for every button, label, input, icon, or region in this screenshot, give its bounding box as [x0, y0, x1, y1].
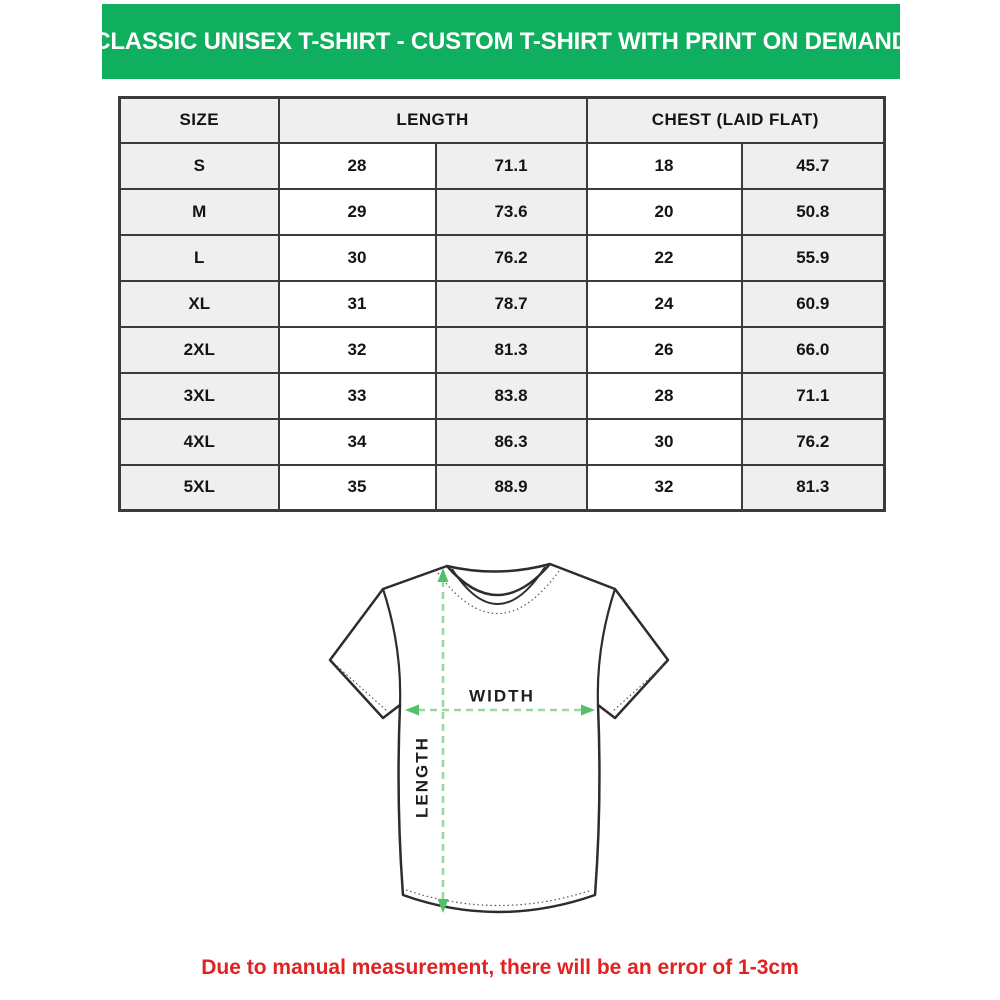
chest-cm-cell: 71.1 — [742, 373, 885, 419]
chest-in-cell: 28 — [587, 373, 742, 419]
length-label: LENGTH — [412, 736, 432, 818]
chest-in-cell: 18 — [587, 143, 742, 189]
table-row — [120, 281, 885, 327]
column-header-size: SIZE — [120, 98, 279, 143]
length-cm-cell: 71.1 — [436, 143, 587, 189]
chest-cm-cell: 55.9 — [742, 235, 885, 281]
size-cell: 2XL — [120, 327, 279, 373]
chest-cm-cell: 60.9 — [742, 281, 885, 327]
chest-in-cell: 22 — [587, 235, 742, 281]
title-banner — [93, 4, 909, 79]
length-cm-cell: 78.7 — [436, 281, 587, 327]
table-row — [120, 419, 885, 465]
chest-cm-cell: 66.0 — [742, 327, 885, 373]
length-cm-cell: 81.3 — [436, 327, 587, 373]
length-in-cell: 34 — [279, 419, 436, 465]
length-in-cell: 30 — [279, 235, 436, 281]
width-label: WIDTH — [469, 686, 535, 706]
length-in-cell: 29 — [279, 189, 436, 235]
length-in-cell: 35 — [279, 465, 436, 511]
table-row — [120, 327, 885, 373]
size-cell: 3XL — [120, 373, 279, 419]
chest-in-cell: 30 — [587, 419, 742, 465]
size-cell: M — [120, 189, 279, 235]
tshirt-diagram — [326, 552, 674, 932]
page-title: CLASSIC UNISEX T-SHIRT - CUSTOM T-SHIRT WITH PRINT ON DEMAND — [93, 27, 909, 55]
length-cm-cell: 86.3 — [436, 419, 587, 465]
chest-cm-cell: 50.8 — [742, 189, 885, 235]
column-header-length: LENGTH — [279, 98, 587, 143]
length-cm-cell: 88.9 — [436, 465, 587, 511]
chest-in-cell: 20 — [587, 189, 742, 235]
length-in-cell: 31 — [279, 281, 436, 327]
chest-in-cell: 32 — [587, 465, 742, 511]
length-cm-cell: 76.2 — [436, 235, 587, 281]
table-row — [120, 143, 885, 189]
chest-cm-cell: 76.2 — [742, 419, 885, 465]
table-row — [120, 235, 885, 281]
length-cm-cell: 83.8 — [436, 373, 587, 419]
size-cell: L — [120, 235, 279, 281]
chest-cm-cell: 45.7 — [742, 143, 885, 189]
tshirt-outline — [330, 564, 668, 912]
chest-in-cell: 24 — [587, 281, 742, 327]
table-row — [120, 189, 885, 235]
size-cell: 5XL — [120, 465, 279, 511]
length-in-cell: 33 — [279, 373, 436, 419]
column-header-chest: CHEST (LAID FLAT) — [587, 98, 885, 143]
header-row — [120, 98, 885, 143]
table-row — [120, 373, 885, 419]
size-cell: S — [120, 143, 279, 189]
length-in-cell: 32 — [279, 327, 436, 373]
length-in-cell: 28 — [279, 143, 436, 189]
length-cm-cell: 73.6 — [436, 189, 587, 235]
measurement-note: Due to manual measurement, there will be an error of 1-3cm — [201, 956, 799, 979]
chest-in-cell: 26 — [587, 327, 742, 373]
size-chart-table — [118, 96, 886, 512]
size-cell: XL — [120, 281, 279, 327]
size-cell: 4XL — [120, 419, 279, 465]
chest-cm-cell: 81.3 — [742, 465, 885, 511]
table-row — [120, 465, 885, 511]
